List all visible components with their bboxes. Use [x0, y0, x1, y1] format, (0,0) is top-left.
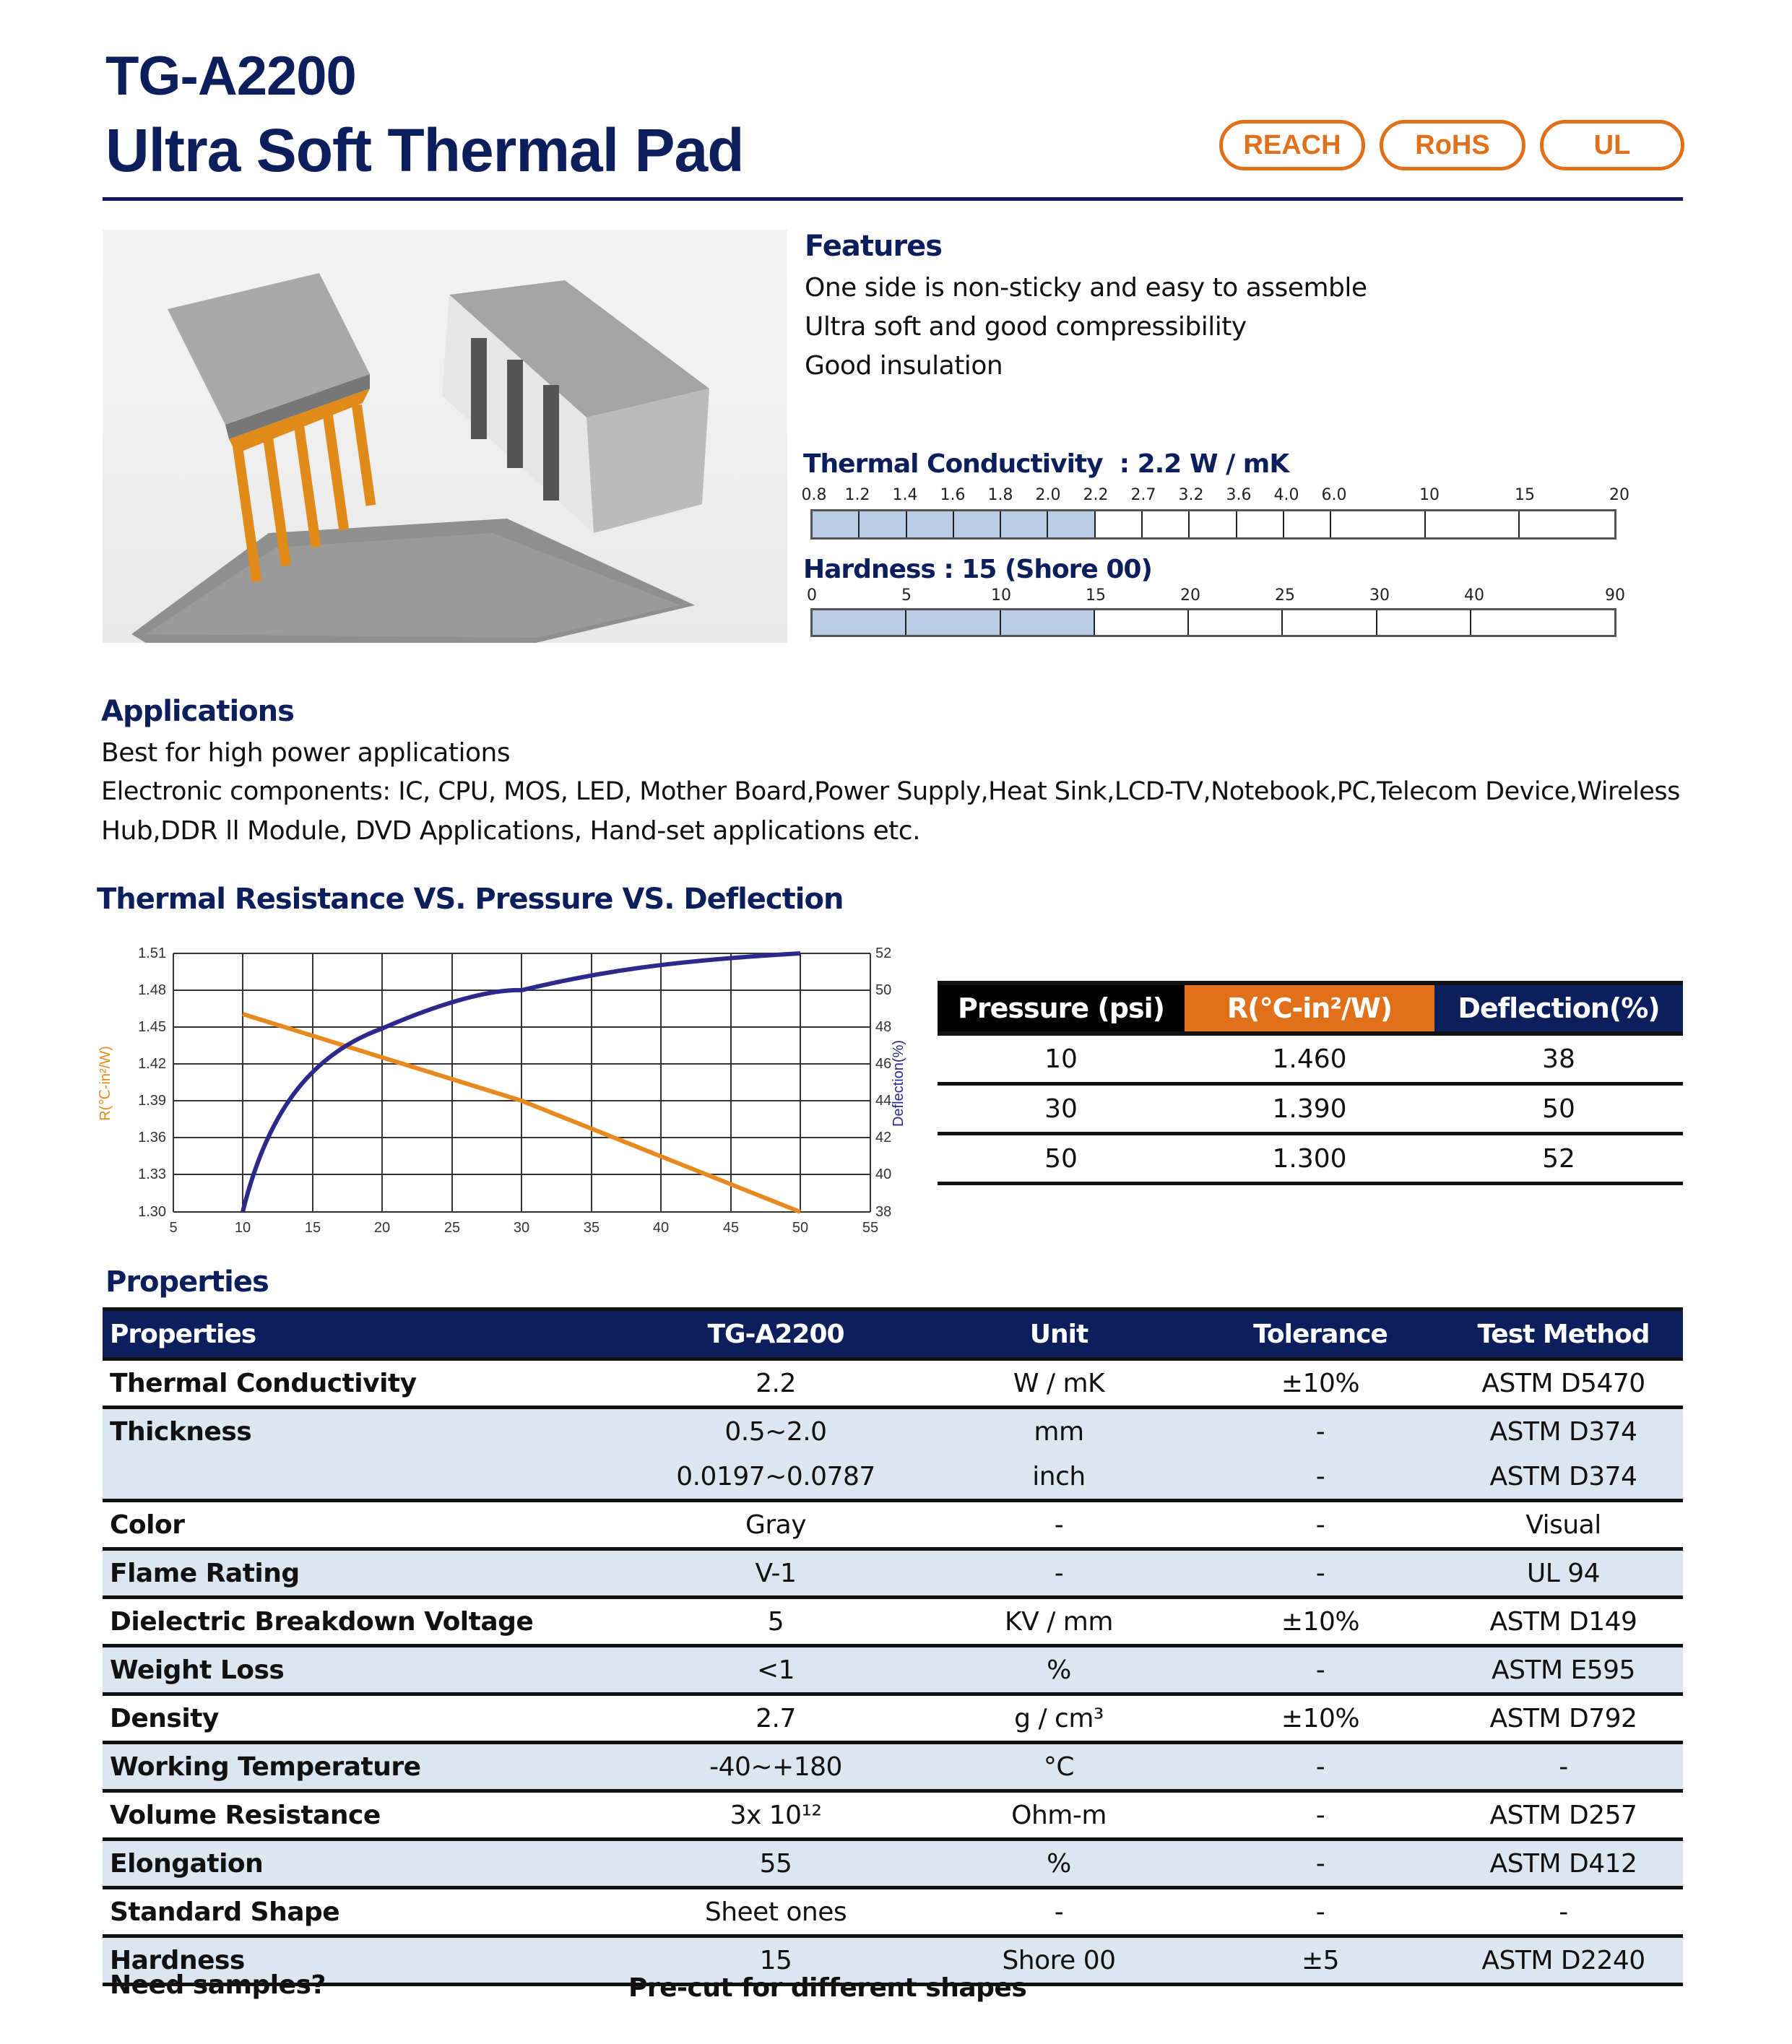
conductivity-scale-bar	[810, 509, 1616, 540]
cell-method: ASTM D257	[1444, 1791, 1683, 1840]
cell-tol: ±10%	[1197, 1598, 1444, 1646]
svg-text:40: 40	[875, 1166, 892, 1182]
tick-label: 25	[1275, 586, 1295, 605]
cell-method: ASTM D374	[1444, 1408, 1683, 1455]
cell-unit: %	[921, 1646, 1197, 1694]
cell-method: ASTM D412	[1444, 1840, 1683, 1888]
tick-label: 1.4	[892, 486, 918, 504]
cell-name: Volume Resistance	[103, 1791, 631, 1840]
col-pressure: Pressure (psi)	[938, 983, 1185, 1034]
svg-text:1.30: 1.30	[138, 1204, 166, 1220]
svg-text:1.42: 1.42	[138, 1056, 166, 1072]
badge-reach: REACH	[1219, 120, 1365, 170]
svg-text:35: 35	[583, 1220, 600, 1236]
tick-label: 4.0	[1273, 486, 1299, 504]
application-line: Hub,DDR ll Module, DVD Applications, Hand-set applications etc.	[101, 816, 921, 846]
badge-ul: UL	[1540, 120, 1684, 170]
table-row	[103, 1598, 1683, 1646]
svg-text:25: 25	[443, 1220, 461, 1236]
cell-name: Thickness	[103, 1408, 631, 1455]
cell-unit: g / cm³	[921, 1694, 1197, 1743]
svg-text:5: 5	[169, 1220, 178, 1236]
cell-method: -	[1444, 1888, 1683, 1936]
svg-text:52: 52	[875, 945, 892, 961]
cell-method: ASTM D374	[1444, 1454, 1683, 1501]
tick-label: 2.2	[1083, 486, 1109, 504]
table-row	[103, 1743, 1683, 1791]
cell-unit: KV / mm	[921, 1598, 1197, 1646]
tick-label: 20	[1180, 586, 1200, 605]
cell: 1.460	[1185, 1034, 1434, 1084]
cell-name: Elongation	[103, 1840, 631, 1888]
table-row	[938, 1034, 1683, 1084]
resistance-table	[938, 981, 1683, 1185]
tick-label: 5	[901, 586, 912, 605]
cell-tol: ±10%	[1197, 1359, 1444, 1408]
feature-item: Good insulation	[805, 351, 1003, 381]
cell-tol: -	[1197, 1888, 1444, 1936]
svg-text:Deflection(%): Deflection(%)	[891, 1039, 906, 1127]
cell-unit: -	[921, 1501, 1197, 1549]
cell-method: ASTM E595	[1444, 1646, 1683, 1694]
applications-heading: Applications	[101, 695, 294, 728]
properties-heading: Properties	[105, 1265, 269, 1299]
cell-tol: -	[1197, 1454, 1444, 1501]
cell-tol: -	[1197, 1549, 1444, 1598]
cell-tol: -	[1197, 1791, 1444, 1840]
cell-method: UL 94	[1444, 1549, 1683, 1598]
tick-label: 3.6	[1226, 486, 1252, 504]
tick-label: 1.6	[940, 486, 966, 504]
cell-unit: -	[921, 1888, 1197, 1936]
application-line: Electronic components: IC, CPU, MOS, LED, Mother Board,Power Supply,Heat Sink,LCD-TV,Notebook,PC,Telecom Device,Wireless	[101, 777, 1680, 806]
cell-name	[103, 1454, 631, 1501]
svg-text:48: 48	[875, 1019, 892, 1035]
tick-label: 10	[991, 586, 1011, 605]
col-resistance: R(℃-in²/W)	[1185, 983, 1434, 1034]
tick-label: 1.8	[987, 486, 1013, 504]
tick-label: 10	[1419, 486, 1440, 504]
tick-label: 30	[1369, 586, 1390, 605]
tick-label: 15	[1515, 486, 1535, 504]
table-row	[103, 1840, 1683, 1888]
cell-value: 3x 10¹²	[631, 1791, 921, 1840]
tick-label: 40	[1464, 586, 1484, 605]
svg-text:1.36: 1.36	[138, 1130, 166, 1146]
application-line: Best for high power applications	[101, 738, 511, 768]
cell: 52	[1434, 1134, 1683, 1184]
resistance-deflection-chart	[94, 932, 925, 1250]
cell-value: 0.0197~0.0787	[631, 1454, 921, 1501]
tick-label: 0	[807, 586, 817, 605]
cell: 1.300	[1185, 1134, 1434, 1184]
hardness-heading: Hardness : 15 (Shore 00)	[803, 555, 1152, 584]
cell: 50	[938, 1134, 1185, 1184]
hardness-scale-bar	[810, 608, 1616, 637]
tick-label: 2.0	[1035, 486, 1061, 504]
cell-name: Thermal Conductivity	[103, 1359, 631, 1408]
cell-tol: -	[1197, 1743, 1444, 1791]
samples-note: Pre-cut for different shapes	[628, 1973, 1027, 2003]
col-test-method: Test Method	[1444, 1309, 1683, 1359]
properties-table	[103, 1307, 1683, 1986]
cell-value: 2.7	[631, 1694, 921, 1743]
cell-name: Dielectric Breakdown Voltage	[103, 1598, 631, 1646]
cell-value: 15	[631, 1936, 921, 1985]
samples-label: Need samples?	[110, 1970, 326, 2000]
cell-name: Flame Rating	[103, 1549, 631, 1598]
cell-unit: Ohm-m	[921, 1791, 1197, 1840]
cell-method: ASTM D2240	[1444, 1936, 1683, 1985]
cell-tol: -	[1197, 1408, 1444, 1455]
cell-name: Density	[103, 1694, 631, 1743]
svg-text:50: 50	[875, 982, 892, 998]
feature-item: Ultra soft and good compressibility	[805, 312, 1247, 342]
cell-method: Visual	[1444, 1501, 1683, 1549]
svg-text:38: 38	[875, 1204, 892, 1220]
cell-value: 2.2	[631, 1359, 921, 1408]
svg-text:30: 30	[513, 1220, 530, 1236]
svg-text:1.45: 1.45	[138, 1019, 166, 1035]
features-heading: Features	[805, 230, 943, 263]
svg-text:20: 20	[373, 1220, 391, 1236]
hardness-tick-labels	[807, 586, 1625, 608]
cell-unit: °C	[921, 1743, 1197, 1791]
svg-text:45: 45	[722, 1220, 740, 1236]
cell-value: 0.5~2.0	[631, 1408, 921, 1455]
chart-heading: Thermal Resistance VS. Pressure VS. Deflection	[97, 883, 844, 916]
col-tolerance: Tolerance	[1197, 1309, 1444, 1359]
cell-unit: inch	[921, 1454, 1197, 1501]
table-row	[103, 1791, 1683, 1840]
cell: 50	[1434, 1084, 1683, 1134]
badge-rohs: RoHS	[1380, 120, 1525, 170]
cell-value: <1	[631, 1646, 921, 1694]
cell: 1.390	[1185, 1084, 1434, 1134]
cell-method: ASTM D5470	[1444, 1359, 1683, 1408]
tick-label: 1.2	[844, 486, 870, 504]
col-model: TG-A2200	[631, 1309, 921, 1359]
model-number: TG-A2200	[105, 46, 356, 107]
svg-text:R(℃-in²/W): R(℃-in²/W)	[98, 1046, 113, 1121]
svg-text:1.33: 1.33	[138, 1166, 166, 1182]
cell-method: -	[1444, 1743, 1683, 1791]
table-row	[103, 1694, 1683, 1743]
cell-unit: W / mK	[921, 1359, 1197, 1408]
cell-method: ASTM D149	[1444, 1598, 1683, 1646]
cell-tol: -	[1197, 1840, 1444, 1888]
svg-text:50: 50	[792, 1220, 809, 1236]
cell-value: 5	[631, 1598, 921, 1646]
conductivity-heading: Thermal Conductivity : 2.2 W / mK	[803, 449, 1289, 479]
cell-tol: -	[1197, 1501, 1444, 1549]
cell: 10	[938, 1034, 1185, 1084]
cell-unit: -	[921, 1549, 1197, 1598]
table-row	[103, 1549, 1683, 1598]
cell-value: -40~+180	[631, 1743, 921, 1791]
col-deflection: Deflection(%)	[1434, 983, 1683, 1034]
cell-name: Weight Loss	[103, 1646, 631, 1694]
tick-label: 90	[1605, 586, 1625, 605]
feature-item: One side is non-sticky and easy to assemble	[805, 273, 1367, 303]
cell-tol: ±10%	[1197, 1694, 1444, 1743]
table-row	[103, 1501, 1683, 1549]
cell-unit: mm	[921, 1408, 1197, 1455]
svg-text:40: 40	[652, 1220, 670, 1236]
svg-text:44: 44	[875, 1093, 892, 1109]
cell-unit: Shore 00	[921, 1936, 1197, 1985]
header-divider	[103, 197, 1683, 201]
svg-text:46: 46	[875, 1056, 892, 1072]
svg-text:42: 42	[875, 1130, 892, 1146]
cell-value: 55	[631, 1840, 921, 1888]
cell-value: Gray	[631, 1501, 921, 1549]
cell-tol: -	[1197, 1646, 1444, 1694]
conductivity-tick-labels	[801, 486, 1629, 508]
col-unit: Unit	[921, 1309, 1197, 1359]
svg-text:55: 55	[862, 1220, 879, 1236]
product-photo	[103, 230, 787, 643]
tick-label: 20	[1609, 486, 1629, 504]
table-row	[938, 1084, 1683, 1134]
tick-label: 6.0	[1321, 486, 1347, 504]
svg-text:1.51: 1.51	[138, 945, 166, 961]
svg-text:1.39: 1.39	[138, 1093, 166, 1109]
svg-text:15: 15	[304, 1220, 321, 1236]
cell: 38	[1434, 1034, 1683, 1084]
cell-name: Standard Shape	[103, 1888, 631, 1936]
table-row	[103, 1646, 1683, 1694]
tick-label: 15	[1086, 586, 1106, 605]
tick-label: 0.8	[801, 486, 827, 504]
cell-tol: ±5	[1197, 1936, 1444, 1985]
table-row	[103, 1359, 1683, 1408]
table-row	[103, 1454, 1683, 1501]
cell-value: Sheet ones	[631, 1888, 921, 1936]
table-row	[938, 1134, 1683, 1184]
tick-label: 2.7	[1130, 486, 1156, 504]
cell-name: Hardness	[103, 1936, 631, 1985]
cell-value: V-1	[631, 1549, 921, 1598]
product-title: Ultra Soft Thermal Pad	[105, 116, 744, 184]
cell-name: Color	[103, 1501, 631, 1549]
svg-text:10: 10	[234, 1220, 251, 1236]
cell: 30	[938, 1084, 1185, 1134]
tick-label: 3.2	[1178, 486, 1204, 504]
col-properties: Properties	[103, 1309, 631, 1359]
svg-text:1.48: 1.48	[138, 982, 166, 998]
table-row	[103, 1408, 1683, 1455]
cell-name: Working Temperature	[103, 1743, 631, 1791]
cell-method: ASTM D792	[1444, 1694, 1683, 1743]
cell-unit: %	[921, 1840, 1197, 1888]
table-row	[103, 1888, 1683, 1936]
